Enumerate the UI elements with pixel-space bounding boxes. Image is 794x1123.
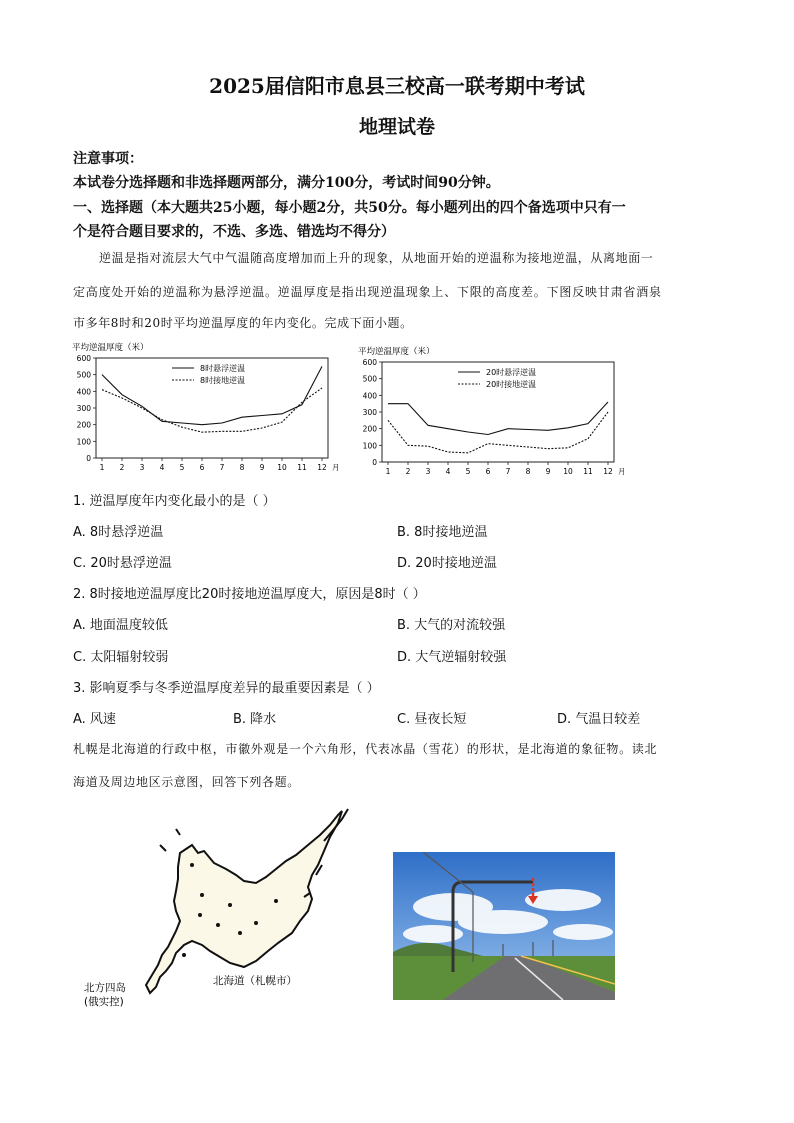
hokkaido-map [80,805,360,1015]
intro-line1: 逆温是指对流层大气中气温随高度增加而上升的现象，从地面开始的逆温称为接地逆温，从离地面一 [99,251,654,265]
y-tick-label: 500 [76,370,91,380]
x-tick-label: 1 [99,463,105,472]
intro-line2: 定高度处开始的逆温称为悬浮逆温。逆温厚度是指出现逆温现象上、下限的高度差。下图反映甘肃省酒泉 [73,285,662,299]
q2-option-c[interactable]: C. 太阳辐射较弱 [73,650,169,665]
x-tick-label: 2 [405,467,411,476]
y-tick-label: 0 [86,454,91,463]
x-tick-label: 10 [277,463,287,472]
legend-label: 8时接地逆温 [200,376,246,385]
islands-label-2: (俄实控) [84,996,124,1008]
q2-option-a[interactable]: A. 地面温度较低 [73,618,168,633]
chart-ylabel: 平均逆温厚度（米） [72,343,149,353]
x-tick-label: 12 [317,463,327,472]
q3-option-c[interactable]: C. 昼夜长短 [397,712,467,727]
x-tick-label: 12 [603,467,613,476]
intro2-line1: 札幌是北海道的行政中枢，市徽外观是一个六角形，代表冰晶（雪花）的形状，是北海道的象征物。读北 [73,742,658,756]
chart-8am [66,338,356,473]
legend-label: 20时悬浮逆温 [486,368,537,377]
section-heading-line1: 一、选择题（本大题共25小题，每小题2分，共50分。每小题列出的四个备选项中只有一 [73,200,626,216]
q3-option-d[interactable]: D. 气温日较差 [557,712,641,727]
city-dot [216,923,220,927]
x-tick-label: 4 [445,467,451,476]
city-dot [254,921,258,925]
x-tick-label: 11 [297,463,307,472]
city-dot [228,903,232,907]
plot-frame [382,362,614,462]
y-tick-label: 100 [362,441,377,451]
x-tick-label: 4 [159,463,165,472]
q1-option-d[interactable]: D. 20时接地逆温 [397,556,497,571]
y-tick-label: 300 [76,404,91,413]
series-line-1 [388,402,608,435]
x-unit-label: 月 [332,463,340,472]
q1-option-a[interactable]: A. 8时悬浮逆温 [73,525,164,540]
x-tick-label: 5 [465,467,471,476]
q3-option-b[interactable]: B. 降水 [233,712,277,727]
page-subtitle: 地理试卷 [358,116,435,138]
chart-ylabel: 平均逆温厚度（米） [358,347,435,357]
y-tick-label: 200 [362,424,377,434]
q2-option-b[interactable]: B. 大气的对流较强 [397,618,506,633]
intro-line3: 市多年8时和20时平均逆温厚度的年内变化。完成下面小题。 [73,316,413,330]
y-tick-label: 600 [362,358,377,367]
y-tick-label: 100 [76,437,91,447]
x-tick-label: 10 [563,467,573,476]
road-photo [393,852,615,1000]
legend-label: 20时接地逆温 [486,380,537,389]
x-tick-label: 8 [525,467,531,476]
plot-frame [96,358,328,458]
x-unit-label: 月 [618,467,626,476]
y-tick-label: 0 [372,458,377,467]
city-dot [238,931,242,935]
x-tick-label: 3 [139,463,145,472]
y-tick-label: 400 [76,387,91,397]
q3-stem: 3. 影响夏季与冬季逆温厚度差异的最重要因素是（ ） [73,681,380,696]
city-dot [182,953,186,957]
x-tick-label: 3 [425,467,431,476]
notice-line: 本试卷分选择题和非选择题两部分，满分100分，考试时间90分钟。 [73,175,500,191]
x-tick-label: 7 [219,463,225,472]
small-island-shape [160,829,180,851]
q3-option-a[interactable]: A. 风速 [73,712,116,727]
x-tick-label: 9 [259,463,265,472]
notice-heading: 注意事项： [73,151,143,167]
x-tick-label: 11 [583,467,593,476]
x-tick-label: 2 [119,463,125,472]
legend-label: 8时悬浮逆温 [200,364,246,373]
intro2-line2: 海道及周边地区示意图，回答下列各题。 [73,775,300,789]
y-tick-label: 300 [362,408,377,417]
chart-8pm [352,342,642,477]
x-tick-label: 7 [505,467,511,476]
page-title: 2025届信阳市息县三校高一联考期中考试 [209,74,585,98]
q2-option-d[interactable]: D. 大气逆辐射较强 [397,650,507,665]
city-dot [200,893,204,897]
x-tick-label: 9 [545,467,551,476]
y-tick-label: 400 [362,391,377,401]
x-tick-label: 6 [485,467,491,476]
q1-option-b[interactable]: B. 8时接地逆温 [397,525,488,540]
y-tick-label: 500 [362,374,377,384]
y-tick-label: 600 [76,354,91,363]
city-dot [198,913,202,917]
q1-stem: 1. 逆温厚度年内变化最小的是（ ） [73,494,276,509]
city-dot [190,863,194,867]
x-tick-label: 5 [179,463,185,472]
islands-label-1: 北方四岛 [84,982,126,994]
hokkaido-island-shape [146,811,342,993]
q1-option-c[interactable]: C. 20时悬浮逆温 [73,556,172,571]
x-tick-label: 8 [239,463,245,472]
hokkaido-label: 北海道（札幌市） [213,975,297,987]
y-tick-label: 200 [76,420,91,430]
x-tick-label: 6 [199,463,205,472]
city-dot [274,899,278,903]
section-heading-line2: 个是符合题目要求的，不选、多选、错选均不得分） [73,224,395,240]
x-tick-label: 1 [385,467,391,476]
q2-stem: 2. 8时接地逆温厚度比20时接地逆温厚度大，原因是8时（ ） [73,587,426,602]
